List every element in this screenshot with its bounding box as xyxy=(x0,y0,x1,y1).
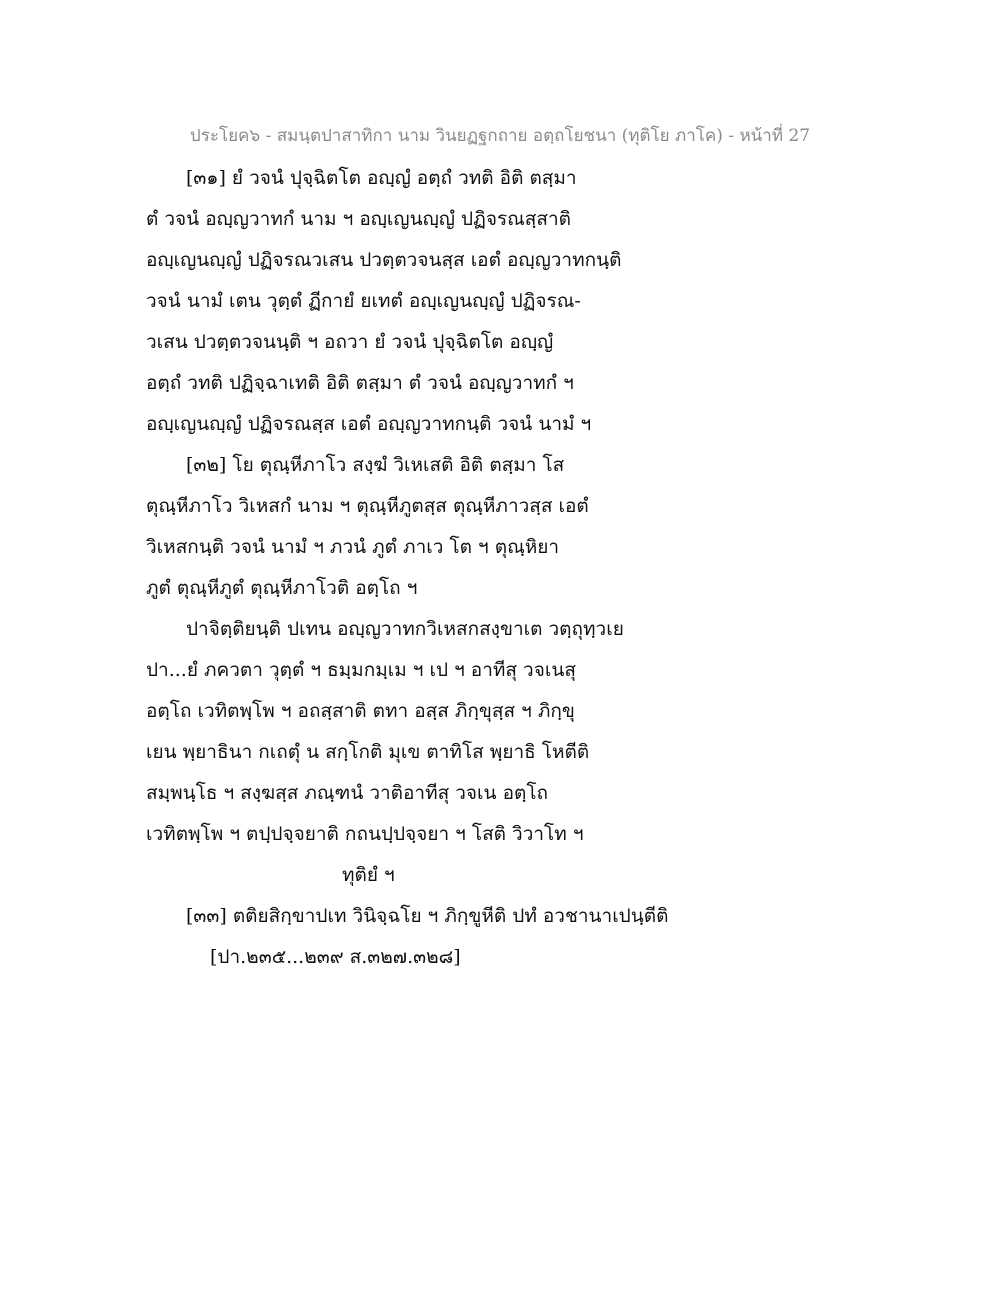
text-line: เวทิตพฺโพ ฯ ตปฺปจฺจยาติ กถนปฺปจฺจยา ฯ โสติ วิวาโท ฯ xyxy=(146,823,584,845)
reference-line: [ปา.๒๓๕...๒๓๙ ส.๓๒๗.๓๒๘] xyxy=(210,946,461,968)
text-line: วเสน ปวตฺตวจนนฺติ ฯ อถวา ยํ วจนํ ปุจฺฉิตโต อญฺญํ xyxy=(146,331,554,353)
text-line: ปา...ยํ ภควตา วุตฺตํ ฯ ธมฺมกมฺเม ฯ เป ฯ อาทีสุ วจเนสุ xyxy=(146,659,576,681)
text-line: [๓๑] ยํ วจนํ ปุจฺฉิตโต อญฺญํ อตฺถํ วทติ อิติ ตสฺมา xyxy=(186,167,577,189)
text-line: สมฺพนฺโธ ฯ สงฺฆสฺส ภณฺฑนํ วาติอาทีสุ วจเน อตฺโถ xyxy=(146,782,549,804)
text-line: ตุณฺหีภาโว วิเหสกํ นาม ฯ ตุณฺหีภูตสฺส ตุณฺหีภาวสฺส เอตํ xyxy=(146,495,589,517)
text-line: [๓๓] ตติยสิกฺขาปเท วินิจฺฉโย ฯ ภิกฺขูหีติ ปทํ อวชานาเปนฺตีติ xyxy=(186,905,669,927)
text-line: เยน พฺยาธินา กเถตุํ น สกฺโกติ มุเข ตาทิโส พฺยาธิ โหตีติ xyxy=(146,741,590,763)
body-text xyxy=(146,158,866,978)
text-line: ภูตํ ตุณฺหีภูตํ ตุณฺหีภาโวติ อตฺโถ ฯ xyxy=(146,577,418,599)
text-line: วจนํ นามํ เตน วุตฺตํ ฏีกายํ ยเทตํ อญฺเญนญฺญํ ปฏิจรณ- xyxy=(146,290,581,312)
text-line: อญฺเญนญฺญํ ปฏิจรณวเสน ปวตฺตวจนสฺส เอตํ อญฺญวาทกนฺติ xyxy=(146,249,622,271)
text-line: อญฺเญนญฺญํ ปฏิจรณสฺส เอตํ อญฺญวาทกนฺติ วจนํ นามํ ฯ xyxy=(146,413,592,435)
page-header: ประโยค๖ - สมนฺตปาสาทิกา นาม วินยฏฐกถาย อตฺถโยชนา (ทุติโย ภาโค) - หน้าที่ 27 xyxy=(189,126,811,146)
text-line: [๓๒] โย ตุณฺหีภาโว สงฺฆํ วิเหเสติ อิติ ตสฺมา โส xyxy=(186,454,565,476)
text-line: ปาจิตฺติยนฺติ ปเทน อญฺญวาทกวิเหสกสงฺขาเต วตฺถุทฺวเย xyxy=(186,618,624,640)
text-line: อตฺถํ วทติ ปฏิจฺฉาเทติ อิติ ตสฺมา ตํ วจนํ อญฺญวาทกํ ฯ xyxy=(146,372,574,394)
text-line: ตํ วจนํ อญฺญวาทกํ นาม ฯ อญฺเญนญฺญํ ปฏิจรณสฺสาติ xyxy=(146,208,572,230)
text-line: อตฺโถ เวทิตพฺโพ ฯ อถสฺสาติ ตทา อสฺส ภิกฺขุสฺส ฯ ภิกฺขุ xyxy=(146,700,575,722)
text-line: วิเหสกนฺติ วจนํ นามํ ฯ ภวนํ ภูตํ ภาเว โต ฯ ตุณฺหิยา xyxy=(146,536,560,558)
section-title: ทุติยํ ฯ xyxy=(342,864,395,886)
